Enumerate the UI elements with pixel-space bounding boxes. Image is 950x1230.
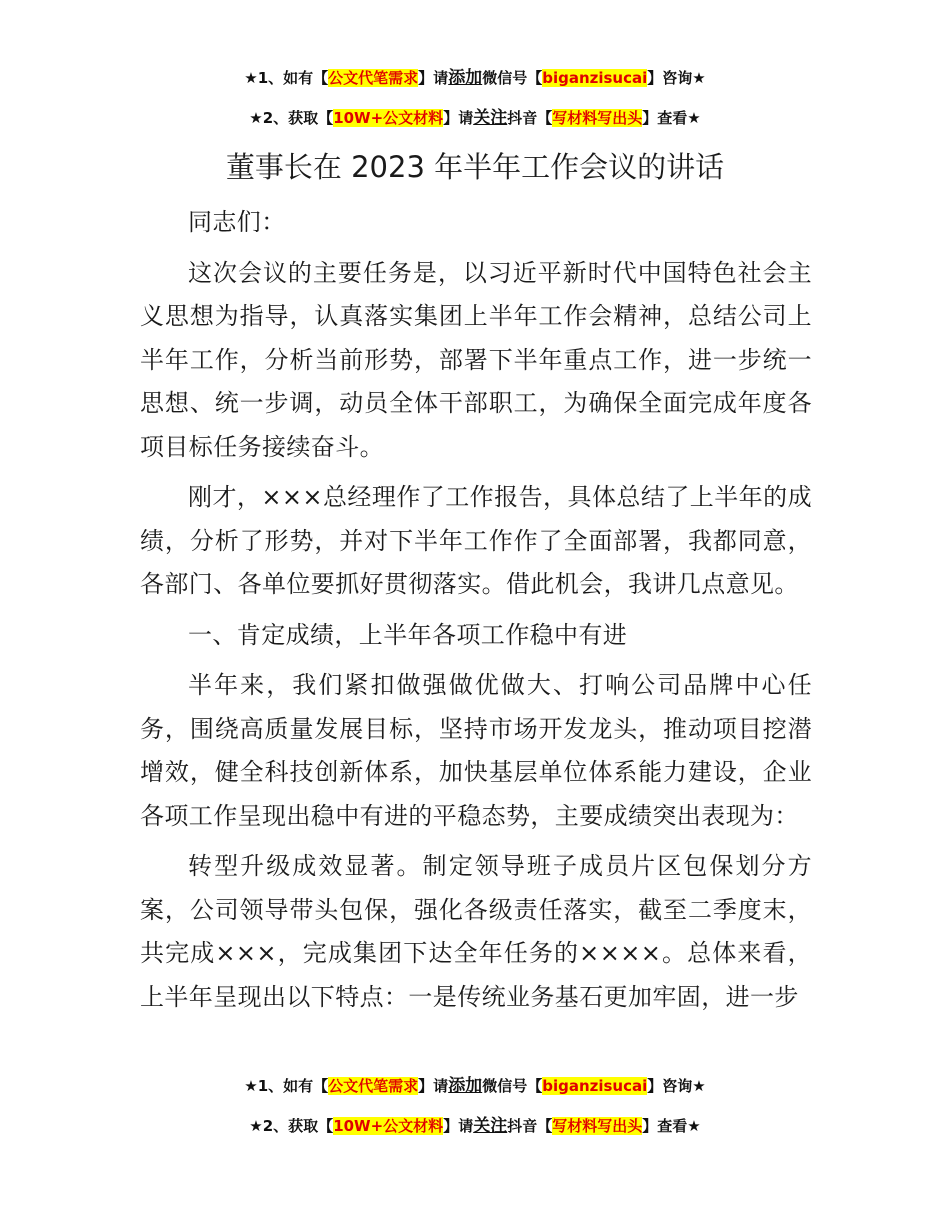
banner-text: 】查看★: [642, 109, 701, 127]
banner-text: 】请: [443, 1117, 474, 1135]
paragraph: 这次会议的主要任务是，以习近平新时代中国特色社会主义思想为指导，认真落实集团上半年工作会精神，总结公司上半年工作，分析当前形势，部署下半年重点工作，进一步统一思想、统一步调，动员全体干部职工，为确保全面完成年度各项目标任务接续奋斗。: [140, 258, 812, 461]
banner-text: ★2、获取【: [249, 1117, 334, 1135]
document-title: 董事长在 2023 年半年工作会议的讲话: [225, 150, 725, 184]
banner-text: 抖音【: [507, 109, 553, 127]
banner-text: ★1、如有【: [244, 69, 329, 87]
document-body: [140, 201, 812, 1026]
paragraph: 转型升级成效显著。制定领导班子成员片区包保划分方案，公司领导带头包保，强化各级责任落实，截至二季度末，共完成×××，完成集团下达全年任务的××××。总体来看，上半年呈现出以下特点：一是传统业务基石更加牢固，进一步: [140, 852, 812, 1011]
banner-highlight-service: 公文代笔需求: [328, 1077, 419, 1095]
banner-underline-follow: 关注: [473, 108, 508, 128]
banner-text: 微信号【: [482, 1077, 543, 1095]
banner-text: 微信号【: [482, 69, 543, 87]
banner-text: 】查看★: [642, 1117, 701, 1135]
banner-text: 】咨询★: [647, 1077, 706, 1095]
banner-text: ★1、如有【: [244, 1077, 329, 1095]
banner-highlight-douyin: 写材料写出头: [552, 109, 643, 127]
banner-highlight-douyin: 写材料写出头: [552, 1117, 643, 1135]
banner-highlight-materials: 10W+公文材料: [333, 109, 444, 127]
banner-highlight-service: 公文代笔需求: [328, 69, 419, 87]
banner-text: 】请: [418, 69, 449, 87]
banner-text: 抖音【: [507, 1117, 553, 1135]
banner-highlight-wechat: biganzisucai: [542, 1077, 648, 1095]
banner-text: ★2、获取【: [249, 109, 334, 127]
section-heading: 一、肯定成绩，上半年各项工作稳中有进: [188, 620, 628, 649]
banner-highlight-materials: 10W+公文材料: [333, 1117, 444, 1135]
paragraph: 半年来，我们紧扣做强做优做大、打响公司品牌中心任务，围绕高质量发展目标，坚持市场开发龙头，推动项目挖潜增效，健全科技创新体系，加快基层单位体系能力建设，企业各项工作呈现出稳中有进的平稳态势，主要成绩突出表现为：: [140, 671, 812, 830]
banner-highlight-wechat: biganzisucai: [542, 69, 648, 87]
salutation: 同志们：: [188, 208, 286, 236]
top-banner-line-2: [0, 107, 950, 129]
document-body-viewport: [0, 201, 950, 1071]
banner-underline-add: 添加: [448, 1076, 483, 1096]
banner-underline-add: 添加: [448, 68, 483, 88]
banner-text: 】请: [418, 1077, 449, 1095]
banner-text: 】请: [443, 109, 474, 127]
paragraph: 刚才，×××总经理作了工作报告，具体总结了上半年的成绩，分析了形势，并对下半年工作作了全面部署，我都同意，各部门、各单位要抓好贯彻落实。借此机会，我讲几点意见。: [140, 483, 812, 598]
banner-underline-follow: 关注: [473, 1116, 508, 1136]
banner-text: 】咨询★: [647, 69, 706, 87]
top-banner-line-1: [0, 67, 950, 89]
bottom-banner-line-2: [0, 1115, 950, 1137]
bottom-banner-line-1: [0, 1075, 950, 1097]
